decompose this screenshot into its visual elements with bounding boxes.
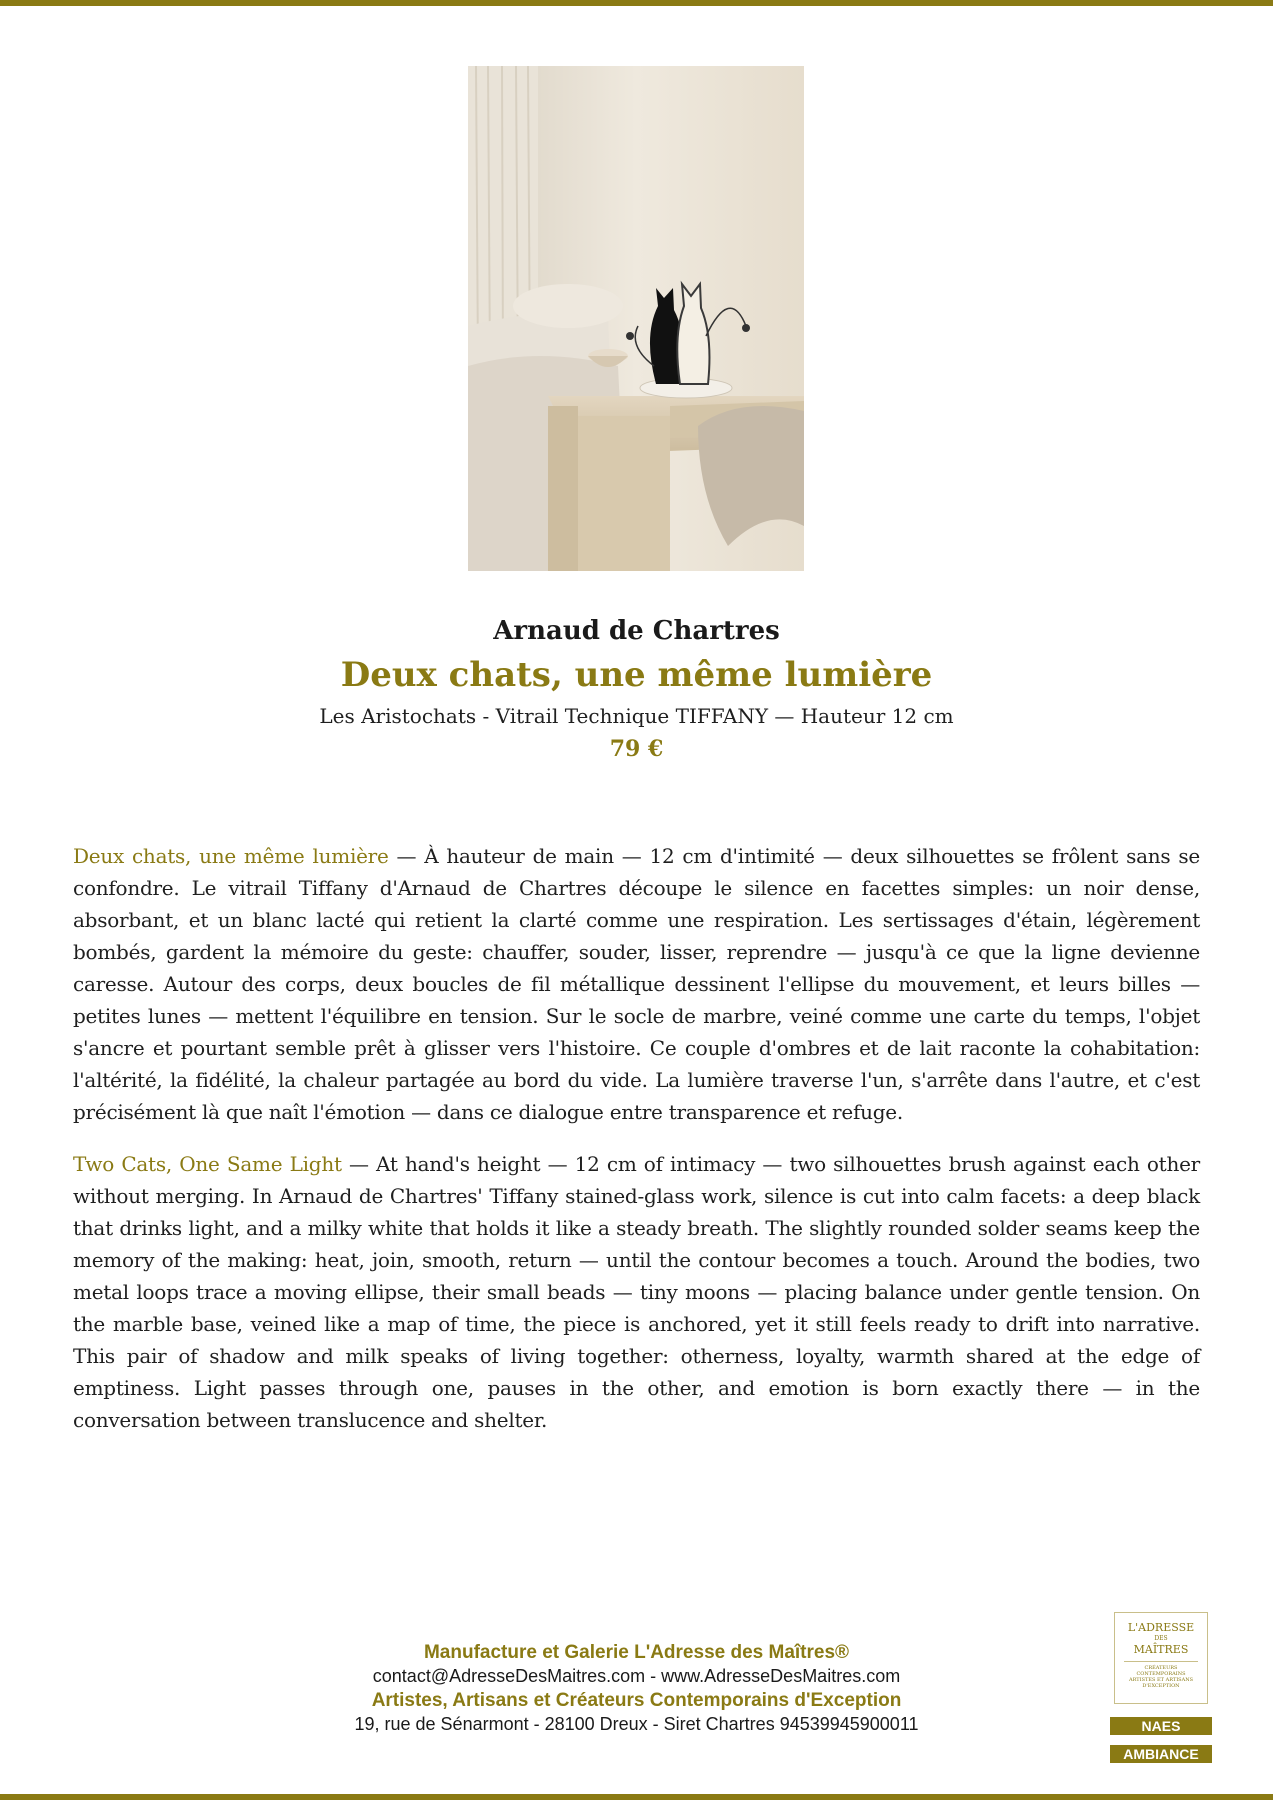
- brand-logo: [1114, 1612, 1208, 1704]
- product-description: [73, 840, 1200, 1456]
- footer-contact: contact@AdresseDesMaitres.com - www.AdresseDesMaitres.com: [372, 1666, 901, 1686]
- footer-gallery-name: Manufacture et Galerie L'Adresse des Maîtres®: [423, 1642, 850, 1663]
- description-french-lead: Deux chats, une même lumière: [73, 844, 389, 868]
- footer: [0, 1640, 1273, 1736]
- logo-divider: [1124, 1661, 1198, 1662]
- naes-badge: NAES: [1110, 1717, 1212, 1735]
- description-english-lead: Two Cats, One Same Light: [73, 1152, 342, 1176]
- footer-address: 19, rue de Sénarmont - 28100 Dreux - Siret Chartres 94539945900011: [354, 1714, 919, 1734]
- top-accent-bar: [0, 0, 1273, 6]
- artist-name: Arnaud de Chartres: [493, 616, 780, 646]
- description-french-text: — À hauteur de main — 12 cm d'intimité — deux silhouettes se frôlent sans se confondre. Le vitrail Tiffany d'Arnaud de Chartres découpe le silence en facettes simples: un noir dense, absorbant, et un blanc lacté qui retient la clarté comme une respiration. Les sertissages d'étain, légèrement bombés, gardent la mémoire du geste: chauffer, souder, lisser, reprendre — jusqu'à ce que la ligne devienne caresse. Autour des corps, deux boucles de fil métallique dessinent l'ellipse du mouvement, et leurs billes — petites lunes — mettent l'équilibre en tension. Sur le socle de marbre, veiné comme une carte du temps, l'objet s'ancre et pourtant semble prêt à glisser vers l'histoire. Ce couple d'ombres et de lait raconte la cohabitation: l'altérité, la fidélité, la chaleur partagée au bord du vide. La lumière traverse l'un, s'arrête dans l'autre, et c'est précisément là que naît l'émotion — dans ce dialogue entre transparence et refuge.: [73, 844, 1200, 1124]
- logo-line-1: L'ADRESSE: [1127, 1621, 1195, 1634]
- logo-line-4: CRÉATEURS CONTEMPORAINS ARTISTES ET ARTISANS D'EXCEPTION: [1128, 1665, 1194, 1689]
- ambiance-badge: AMBIANCE: [1110, 1745, 1212, 1763]
- bottom-accent-bar: [0, 1794, 1273, 1800]
- description-english-text: — At hand's height — 12 cm of intimacy — two silhouettes brush against each other without merging. In Arnaud de Chartres' Tiffany stained-glass work, silence is cut into calm facets: a deep black that drinks light, and a milky white that holds it like a steady breath. The slightly rounded solder seams keep the memory of the making: heat, join, smooth, return — until the contour becomes a touch. Around the bodies, two metal loops trace a moving ellipse, their small beads — tiny moons — placing balance under gentle tension. On the marble base, veined like a map of time, the piece is anchored, yet it still feels ready to drift into narrative. This pair of shadow and milk speaks of living together: otherness, loyalty, warmth shared at the edge of emptiness. Light passes through one, pauses in the other, and emotion is born exactly there — in the conversation between translucence and shelter.: [73, 1152, 1200, 1432]
- stained-glass-cats-photo: [468, 66, 804, 571]
- product-title: Deux chats, une même lumière: [340, 655, 933, 695]
- description-french: [73, 840, 1200, 1128]
- product-header: [0, 612, 1273, 766]
- footer-tagline: Artistes, Artisans et Créateurs Contemporains d'Exception: [371, 1690, 902, 1711]
- product-subtitle: Les Aristochats - Vitrail Technique TIFFANY — Hauteur 12 cm: [319, 704, 954, 728]
- product-price: 79 €: [609, 736, 664, 762]
- description-english: [73, 1148, 1200, 1436]
- product-photo: [468, 66, 804, 571]
- logo-line-2: DES: [1154, 1635, 1168, 1642]
- logo-line-3: MAÎTRES: [1133, 1643, 1189, 1656]
